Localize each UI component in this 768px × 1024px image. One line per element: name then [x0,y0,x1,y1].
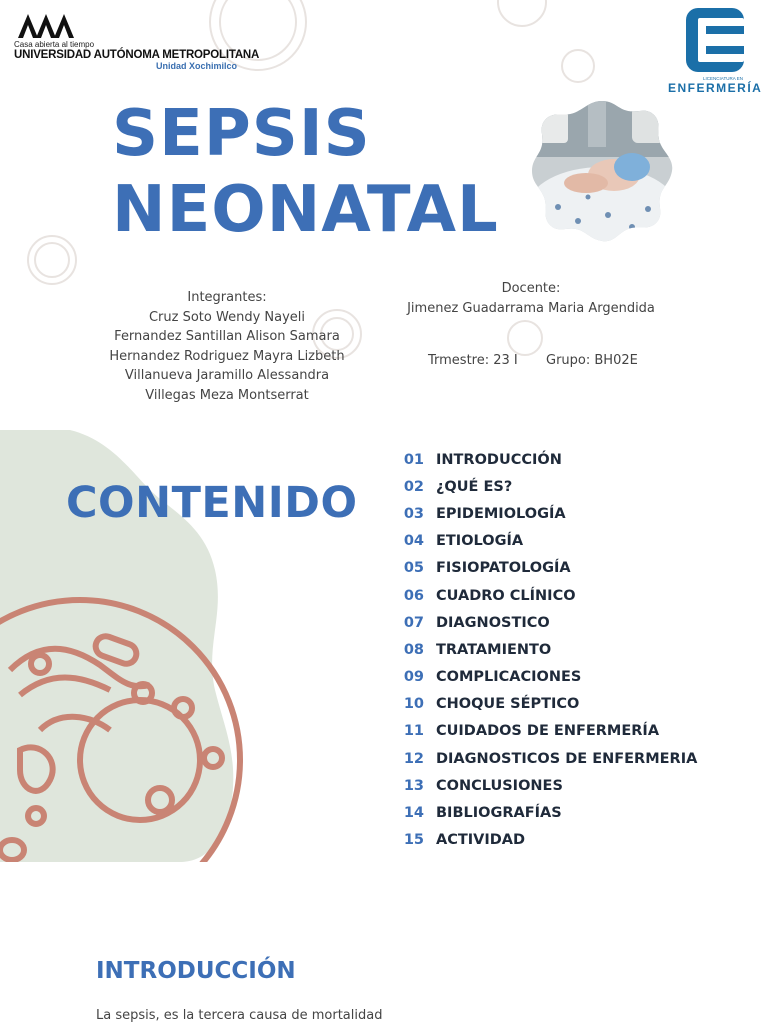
toc-label: FISIOPATOLOGÍA [436,560,571,577]
toc-label: INTRODUCCIÓN [436,451,562,468]
toc-number: 03 [403,505,424,522]
toc-number: 12 [403,750,424,767]
term-label: Trmestre: 23 I [428,353,518,368]
toc-item[interactable] [400,609,760,636]
toc-number: 15 [403,832,424,849]
toc-label: EPIDEMIOLOGÍA [436,505,566,522]
enfermeria-logo-icon [684,8,746,78]
team-member: Hernandez Rodriguez Mayra Lizbeth [109,348,345,364]
program-name: ENFERMERÍA [668,81,763,95]
toc-label: CONCLUSIONES [436,777,563,794]
toc-label: DIAGNOSTICO [436,614,550,631]
team-block [72,288,382,405]
toc-label: COMPLICACIONES [436,669,582,686]
toc-item[interactable] [400,582,760,609]
toc-item[interactable] [400,745,760,772]
toc-number: 14 [403,805,424,822]
toc-label: CHOQUE SÉPTICO [436,696,580,713]
toc-item[interactable] [400,799,760,826]
toc-label: BIBLIOGRAFÍAS [436,805,562,822]
toc-number: 08 [403,641,424,658]
introduction-text: La sepsis, es la tercera causa de mortalidad [96,1008,383,1023]
table-of-contents [400,446,760,854]
toc-label: CUIDADOS DE ENFERMERÍA [436,723,660,740]
toc-number: 06 [403,587,424,604]
group-label: Grupo: BH02E [546,353,638,368]
toc-item[interactable] [400,718,760,745]
team-heading: Integrantes: [187,290,267,305]
toc-number: 05 [403,560,424,577]
toc-item[interactable] [400,555,760,582]
introduction-heading: INTRODUCCIÓN [96,958,296,984]
toc-item[interactable] [400,827,760,854]
toc-item[interactable] [400,500,760,527]
uam-name: UNIVERSIDAD AUTÓNOMA METROPOLITANA [14,49,260,61]
toc-item[interactable] [400,636,760,663]
team-member: Villanueva Jaramillo Alessandra [124,368,330,383]
toc-label: ACTIVIDAD [436,832,526,849]
teacher-name: Jimenez Guadarrama Maria Argendida [407,300,655,316]
uam-unit: Unidad Xochimilco [156,61,238,71]
toc-label: ETIOLOGÍA [436,533,524,550]
title-line-1: SEPSIS [112,97,371,171]
toc-item[interactable] [400,772,760,799]
toc-number: 10 [403,696,424,713]
teacher-heading: Docente: [501,281,561,296]
toc-number: 13 [403,777,424,794]
toc-label: DIAGNOSTICOS DE ENFERMERIA [436,750,698,767]
team-member: Villegas Meza Montserrat [145,387,309,403]
title-line-2: NEONATAL [112,173,499,247]
toc-item[interactable] [400,664,760,691]
program-small: LICENCIATURA EN [703,76,743,81]
team-member: Fernandez Santillan Alison Samara [114,329,340,344]
toc-item[interactable] [400,528,760,555]
toc-number: 02 [403,478,424,495]
neonate-photo [528,97,676,245]
toc-label: ¿QUÉ ES? [436,478,513,495]
toc-label: TRATAMIENTO [436,641,552,658]
toc-number: 11 [403,723,424,740]
toc-item[interactable] [400,473,760,500]
toc-label: CUADRO CLÍNICO [436,587,576,604]
contents-heading: CONTENIDO [66,478,358,528]
toc-number: 04 [403,533,424,550]
toc-item[interactable] [400,446,760,473]
toc-number: 07 [403,614,424,631]
uam-tagline: Casa abierta al tiempo [14,40,95,49]
toc-number: 09 [403,669,424,686]
toc-item[interactable] [400,691,760,718]
team-member: Cruz Soto Wendy Nayeli [148,309,306,325]
toc-number: 01 [403,451,424,468]
teacher-block [392,279,670,318]
